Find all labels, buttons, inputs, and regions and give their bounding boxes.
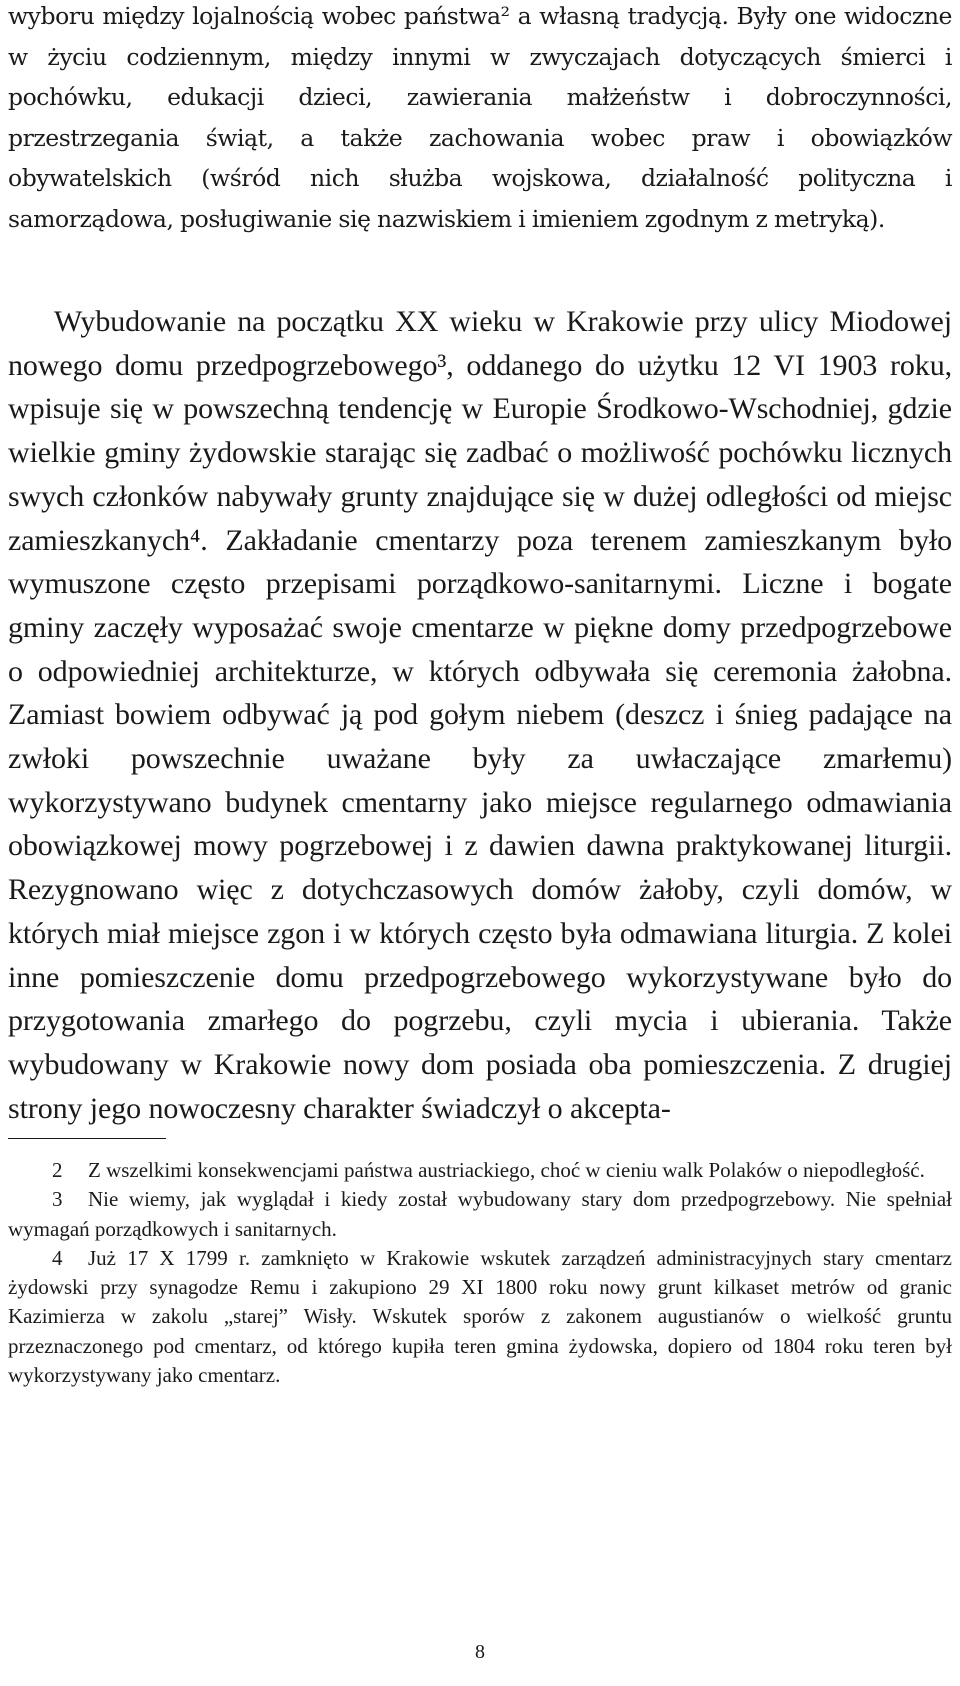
footnote-4 bbox=[8, 1244, 952, 1390]
body-paragraph-continued: wyboru między lojalnością wobec państwa² a własną tradycją. Były one widoczne w życiu codziennym, między innymi w zwyczajach dotyczących śmierci i pochówku, edukacji dzieci, zawierania małżeństw i dobroczynności, przestrzegania świąt, a także zachowania wobec praw i obowiązków obywatelskich (wśród nich służba wojskowa, działalność polityczna i samorządowa, posługiwanie się nazwiskiem i imieniem zgodnym z metryką). bbox=[8, 2, 952, 233]
document-page bbox=[8, 0, 952, 1686]
footnote-text: Nie wiemy, jak wyglądał i kiedy został wybudowany stary dom przedpogrzebowy. Nie spełniał wymagań porządkowych i sanitarnych. bbox=[8, 1187, 952, 1241]
footnote-separator bbox=[8, 1138, 166, 1139]
footnote-number: 2 bbox=[52, 1158, 63, 1182]
footnote-3 bbox=[8, 1185, 952, 1244]
footnotes bbox=[8, 1156, 952, 1390]
footnote-2 bbox=[8, 1156, 952, 1185]
footnote-text: Z wszelkimi konsekwencjami państwa austriackiego, choć w cieniu walk Polaków o niepodległość. bbox=[88, 1158, 925, 1182]
page-number: 8 bbox=[475, 1641, 485, 1663]
footnote-text: Już 17 X 1799 r. zamknięto w Krakowie wskutek zarządzeń administracyjnych stary cmentarz żydowski przy synagodze Remu i zakupiono 29 XI 1800 roku nowy grunt kilkaset metrów od granic Kazimierza w zakolu „starej” Wisły. Wskutek sporów z zakonem augustianów o wielkość gruntu przeznaczonego pod cmentarz, od którego kupiła teren gmina żydowska, dopiero od 1804 roku teren był wykorzystywany jako cmentarz. bbox=[8, 1245, 952, 1388]
footnote-number: 4 bbox=[52, 1245, 63, 1270]
footnote-number: 3 bbox=[52, 1187, 63, 1212]
body-paragraph bbox=[8, 300, 952, 1130]
body-paragraph-text: Wybudowanie na początku XX wieku w Krakowie przy ulicy Miodowej nowego domu przedpogrzebowego³, oddanego do użytku 12 VI 1903 roku, wpisuje się w powszechną tendencję w Europie Środkowo-Wschodniej, gdzie wielkie gminy żydowskie starając się zadbać o możliwość pochówku licznych swych członków nabywały grunty znajdujące się w dużej odległości od miejsc zamieszkanych⁴. Zakładanie cmentarzy poza terenem zamieszkanym było wymuszone często przepisami porządkowo-sanitarnymi. Liczne i bogate gminy zaczęły wyposażać swoje cmentarze w piękne domy przedpogrzebowe o odpowiedniej architekturze, w których odbywała się ceremonia żałobna. Zamiast bowiem odbywać ją pod gołym niebem (deszcz i śnieg padające na zwłoki powszechnie uważane były za uwłaczające zmarłemu) wykorzystywano budynek cmentarny jako miejsce regularnego odmawiania obowiązkowej mowy pogrzebowej i z dawien dawna praktykowanej liturgii. Rezygnowano więc z dotychczasowych domów żałoby, czyli domów, w których miał miejsce zgon i w których często była odmawiana liturgia. Z kolei inne pomieszczenie domu przedpogrzebowego wykorzystywane było do przygotowania zmarłego do pogrzebu, czyli mycia i ubierania. Także wybudowany w Krakowie nowy dom posiada oba pomieszczenia. Z drugiej strony jego nowoczesny charakter świadczył o akcepta- bbox=[8, 305, 952, 1125]
